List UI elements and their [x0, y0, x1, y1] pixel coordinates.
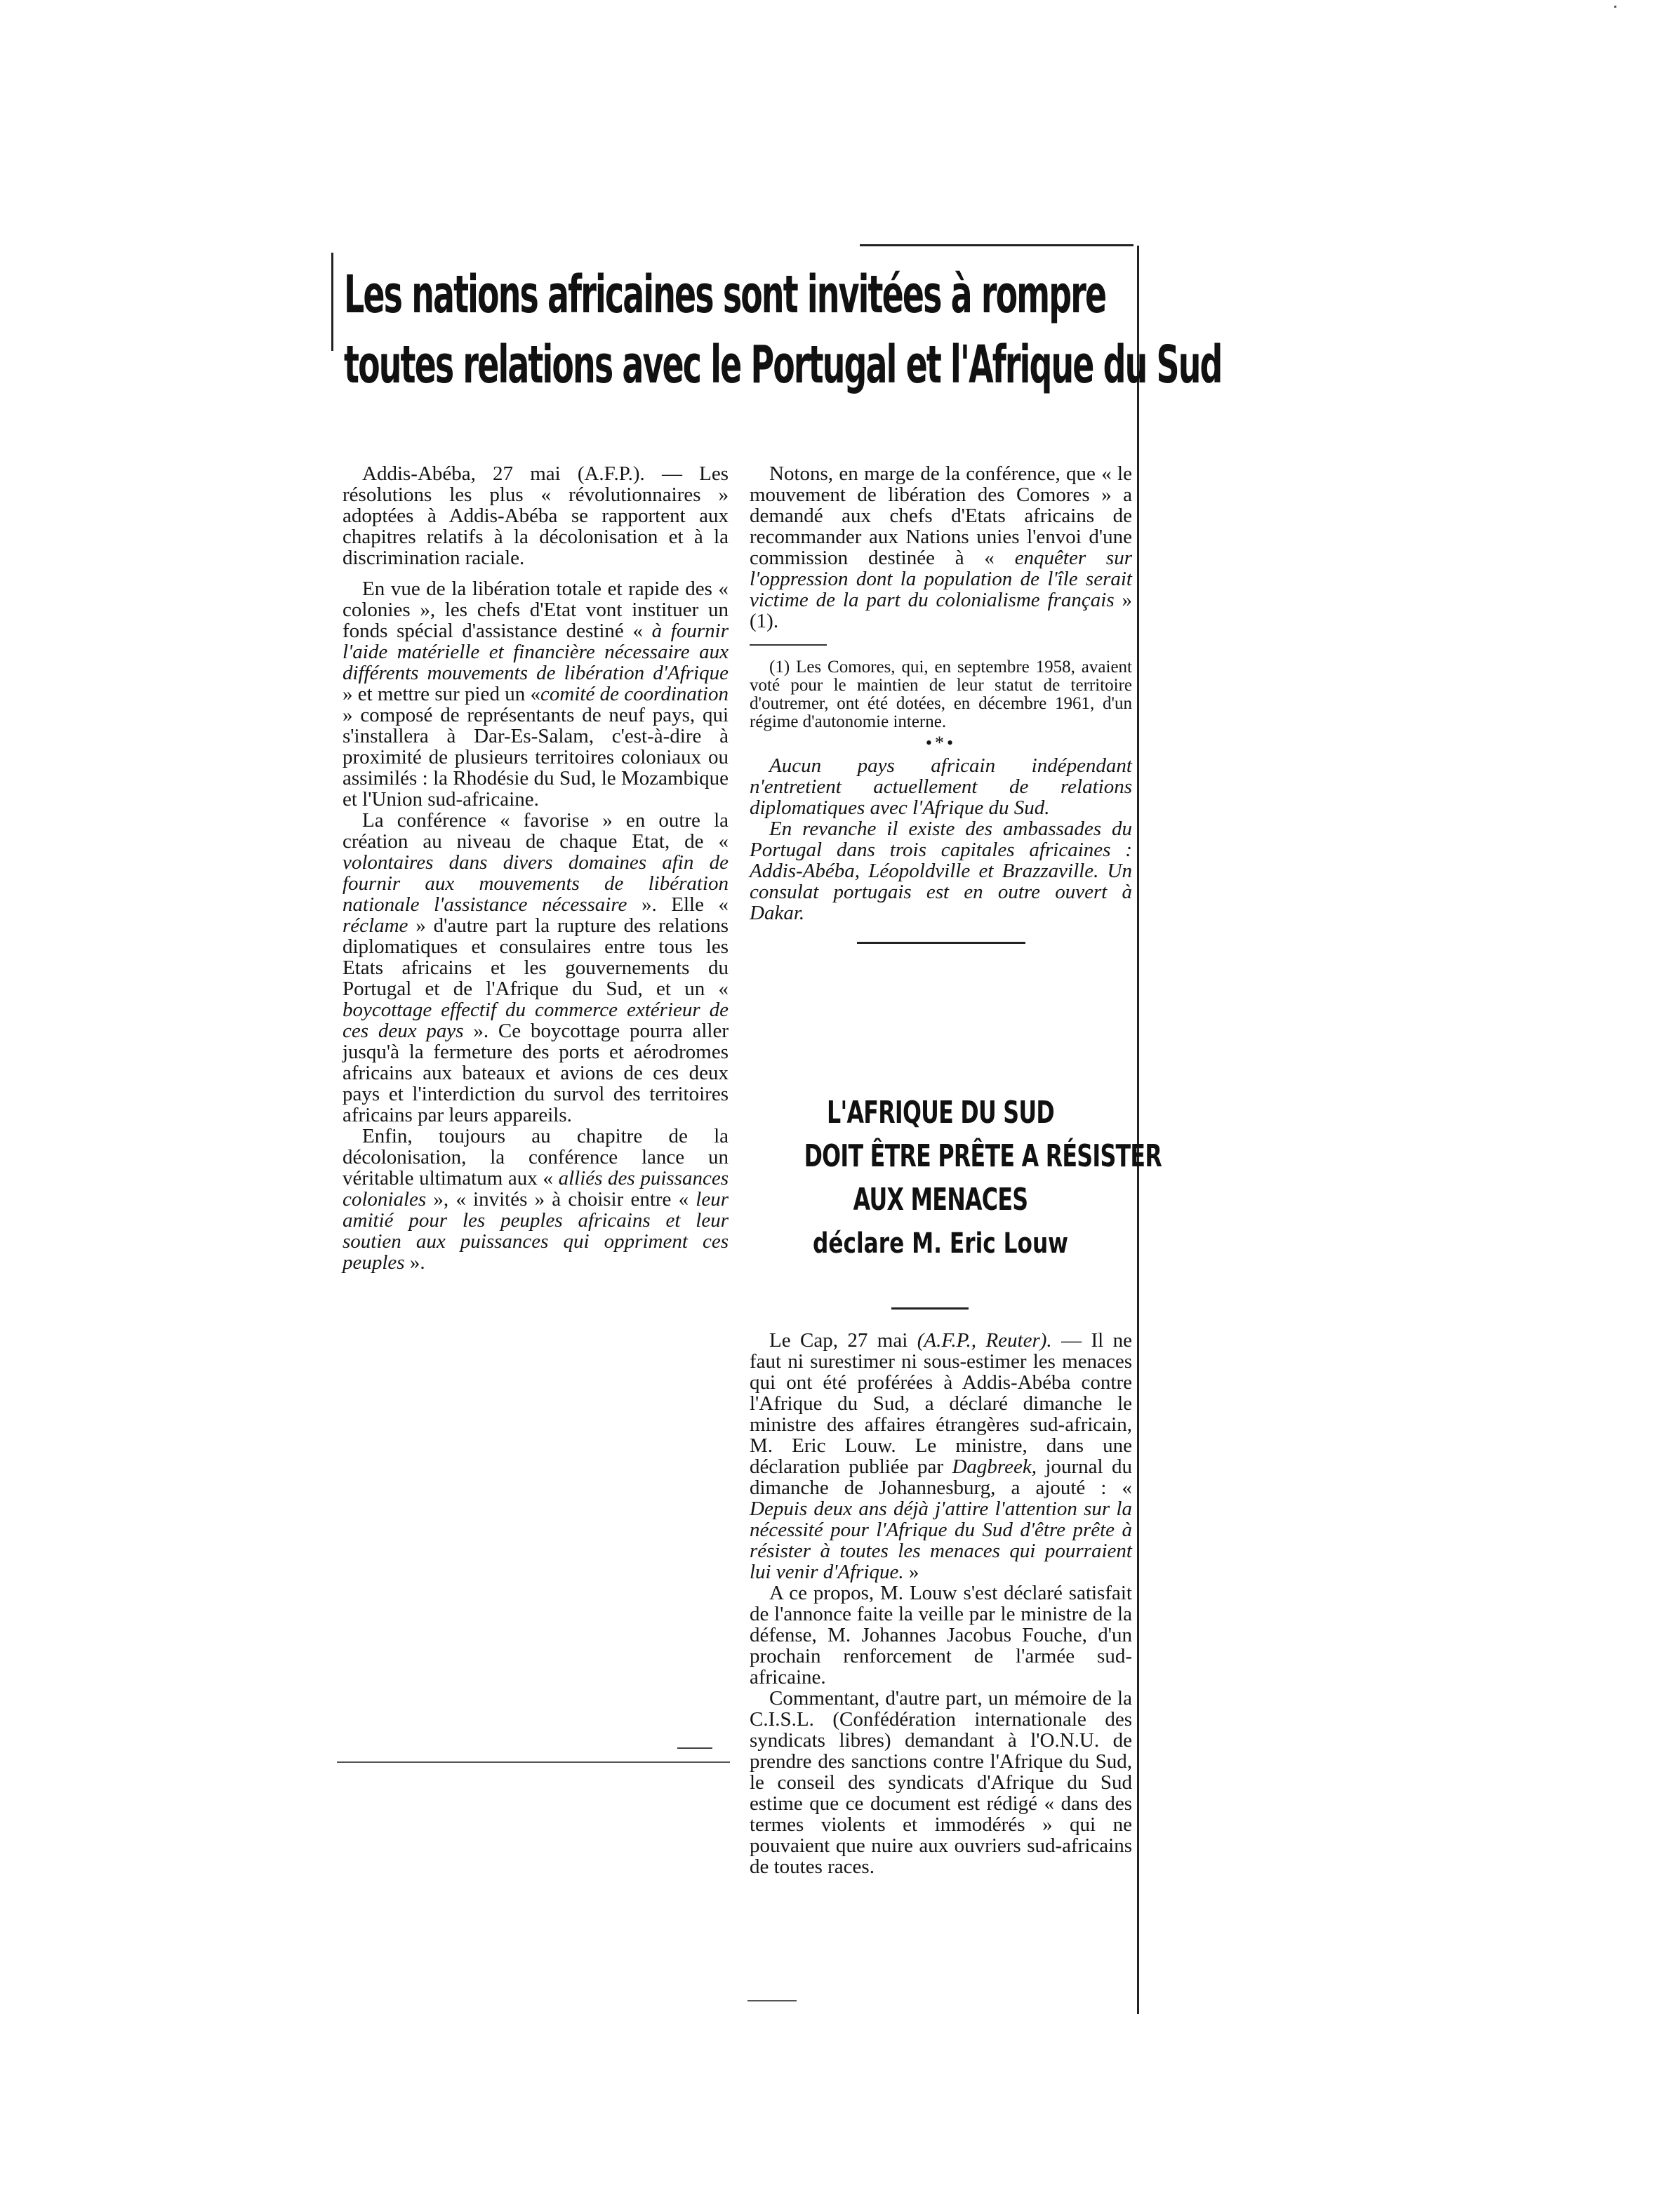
subheadline-line-1: L'AFRIQUE DU SUD — [827, 1095, 1054, 1131]
subheadline-rule — [891, 1307, 969, 1310]
subheadline-line-3: AUX MENACES — [853, 1182, 1028, 1218]
footnote: (1) Les Comores, qui, en septembre 1958, avaient voté pour le maintien de leur statut de territoire d'outremer, ont été dotées, en décembre 1961, d'un régime d'autonomie interne. — [750, 658, 1132, 731]
text-run: Le Cap, 27 mai — [769, 1329, 908, 1352]
text-run: — Il ne faut ni surestimer ni sous-estimer les menaces qui ont été proférées à Addis-Abéba contre l'Afrique du Sud, a déclaré dimanche le ministre des affaires étrangères sud-africain, M. Eric Louw. Le ministre, dans une déclaration publiée par — [750, 1329, 1133, 1478]
top-rule — [860, 244, 1134, 246]
column-3 — [750, 1330, 1132, 1877]
text-run: La conférence « favorise » en outre la création au niveau de chaque Etat, de « — [343, 809, 729, 853]
quote-run: En revanche il existe des ambassades du Portugal dans trois capitales africaines : Addis-Abéba, Léopoldville et Brazzaville. Un consulat portugais est en outre ouvert à Dakar. — [750, 818, 1132, 924]
column-1-bottom-rule — [337, 1761, 730, 1763]
text-run: », « invités » à choisir entre « — [433, 1188, 689, 1211]
paragraph-le-cap — [750, 1330, 1132, 1583]
subheadline-line-2: DOIT ÊTRE PRÊTE A RÉSISTER — [804, 1138, 1162, 1174]
paragraph-conference — [343, 810, 729, 1126]
quote-run: enquêter sur l'oppression dont la population de l'île serait victime de la part du colonialisme français — [750, 547, 1132, 611]
quote-run: alliés des puissances coloniales — [343, 1167, 729, 1211]
quote-run: réclame — [343, 914, 408, 937]
column-3-end-mark — [747, 2000, 797, 2001]
column-1-end-mark — [677, 1747, 712, 1749]
quote-run: volontaires dans divers domaines afin de fournir aux mouvements de libération nationale l'assistance nécessaire — [343, 851, 729, 916]
text-run: Notons, en marge de la conférence, que « le mouvement de libération des Comores » a demandé aux chefs d'Etats africains de recommander aux Nations unies l'envoi d'une commission destinée à « — [750, 462, 1132, 569]
paragraph-dateline: Addis-Abéba, 27 mai (A.F.P.). — Les résolutions les plus « révolutionnaires » adoptées à Addis-Abéba se rapportent aux chapitres relatifs à la décolonisation et à la discrimination raciale. — [343, 462, 729, 569]
quote-run: Aucun pays africain indépendant n'entretient actuellement de relations diplomatiques avec l'Afrique du Sud. — [750, 754, 1132, 819]
text-run: Enfin, toujours au chapitre de la décolonisation, la conférence lance un véritable ultimatum aux « — [343, 1125, 729, 1190]
paragraph-embassies — [750, 818, 1132, 924]
text-run: journal du dimanche de Johannesburg, a ajouté : « — [750, 1455, 1132, 1499]
text-run: » et mettre sur pied un « — [343, 683, 541, 705]
headline-line-1: Les nations africaines sont invitées à rompre — [344, 265, 1106, 325]
newspaper-clipping — [330, 239, 1222, 2049]
footnote-rule — [750, 644, 827, 646]
quote-run: comité de coordination — [540, 683, 729, 705]
paragraph-comores — [750, 463, 1132, 632]
text-run: » — [908, 1561, 919, 1583]
paragraph-louw: A ce propos, M. Louw s'est déclaré satisfait de l'annonce faite la veille par le ministre de la défense, M. Johannes Jacobus Fouche, d'un prochain renforcement de l'armée sud-africaine. — [750, 1582, 1132, 1688]
scan-speck — [1614, 6, 1616, 8]
headline — [344, 260, 1222, 400]
quote-run: leur amitié pour les peuples africains et leur soutien aux puissances qui oppriment ces peuples — [343, 1188, 729, 1274]
section-dots: •*• — [925, 733, 957, 753]
quote-run: boycottage effectif du commerce extérieur de ces deux pays — [343, 999, 729, 1042]
paragraph-ultimatum — [343, 1126, 729, 1273]
column-2 — [750, 463, 1132, 965]
text-run: » composé de représentants de neuf pays, qui s'installera à Dar-Es-Salam, c'est-à-dire à proximité de plusieurs territoires coloniaux ou assimilés : la Rhodésie du Sud, le Mozambique et l'Union sud-africaine. — [343, 704, 729, 811]
headline-line-2: toutes relations avec le Portugal et l'Afrique du Sud — [344, 335, 1222, 395]
paragraph-cisl: Commentant, d'autre part, un mémoire de la C.I.S.L. (Confédération internationale des syndicats libres) demandant à l'O.N.U. de prendre des sanctions contre l'Afrique du Sud, le conseil des syndicats d'Afrique du Sud estime que ce document est rédigé « dans des termes violents et immodérés » qui ne pouvaient que nuire aux ouvriers sud-africains de toutes races. — [750, 1687, 1132, 1878]
text-run: » (1). — [750, 589, 1132, 632]
quote-run: à fournir l'aide matérielle et financière nécessaire aux différents mouvements de libération d'Afrique — [343, 620, 729, 684]
column-1 — [343, 463, 729, 1273]
paragraph-liberation — [343, 578, 729, 810]
paragraph-no-relations — [750, 755, 1132, 818]
text-run: En vue de la libération totale et rapide des « colonies », les chefs d'Etat vont instituer un fonds spécial d'assistance destiné « — [343, 578, 729, 642]
section-rule — [857, 942, 1025, 944]
text-run: » d'autre part la rupture des relations diplomatiques et consulaires entre tous les Etats africains et les gouvernements du Portugal et de l'Afrique du Sud, et un « — [343, 914, 729, 1000]
text-run: ». Elle « — [641, 893, 729, 916]
text-run: ». — [409, 1251, 425, 1274]
left-column-rule — [331, 253, 333, 351]
quote-run: Dagbreek, — [952, 1455, 1037, 1478]
quote-run: (A.F.P., Reuter). — [917, 1329, 1052, 1352]
subheadline — [751, 1091, 1162, 1265]
right-column-rule — [1137, 246, 1139, 2014]
text-run: ». Ce boycottage pourra aller jusqu'à la fermeture des ports et aérodromes africains aux bateaux et avions de ces deux pays et l'interdiction du survol des territoires africains par leurs appareils. — [343, 1020, 729, 1126]
quote-run: Depuis deux ans déjà j'attire l'attention sur la nécessité pour l'Afrique du Sud d'être prête à résister à toutes les menaces qui pourraient lui venir d'Afrique. — [750, 1498, 1132, 1583]
subheadline-byline: déclare M. Eric Louw — [812, 1227, 1069, 1260]
